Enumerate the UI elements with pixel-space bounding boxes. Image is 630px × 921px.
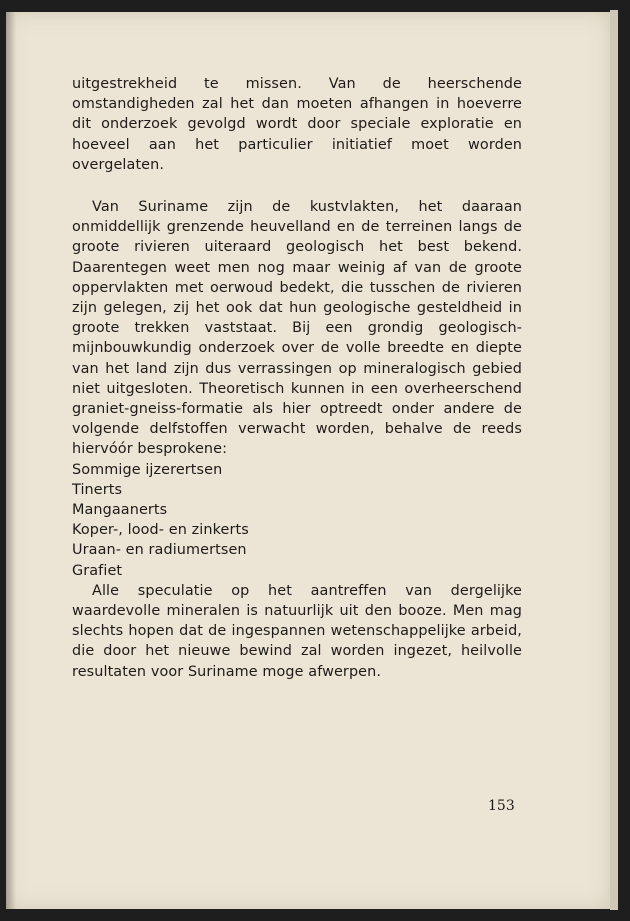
list-item: Koper-, lood- en zinkerts [72,522,249,539]
binding-shadow [6,12,16,909]
page-edge [610,10,618,910]
list-item: Mangaanerts [72,502,168,519]
list-item: Grafiet [72,562,123,579]
list-item: Tinerts [72,481,123,498]
paragraph-suriname-geology: Van Suriname zijn de kustvlakten, het daaraan onmiddellijk grenzende heuvelland en de terreinen langs de groote rivieren uiteraard geologisch het best bekend. Daarentegen weet men nog maar weinig af van de groote oppervlakten met oerwoud bedekt, die tusschen de rivieren zijn gelegen, zij het ook dat hun geologische gesteldheid in groote trekken vaststaat. Bij een grondig geologisch-mijnbouwkundig onderzoek over de volle breedte en diepte van het land zijn dus verrassingen op mineralogisch gebied niet uitgesloten. Theoretisch kunnen in een overheerschend graniet-gneiss-formatie als hier optreedt onder andere de volgende delfstoffen verwacht worden, behalve de reeds hiervóór besprokene: [72,199,522,458]
list-item: Uraan- en radiumertsen [72,542,247,559]
paragraph-continuation: uitgestrekheid te missen. Van de heerschende omstandigheden zal het dan moeten afhangen in hoeverre dit onderzoek gevolgd wordt door speciale exploratie en hoeveel aan het particulier initiatief moet worden overgelaten. [72,76,522,173]
page-number: 153 [488,798,515,814]
mineral-list [72,460,522,581]
paragraph-speculation: Alle speculatie op het aantreffen van dergelijke waardevolle mineralen is natuurlijk uit den booze. Men mag slechts hopen dat de ingespannen wetenschappelijke arbeid, die door het nieuwe bewind zal worden ingezet, heilvolle resultaten voor Suriname moge afwerpen. [72,582,522,680]
list-item: Sommige ijzerertsen [72,461,223,478]
body-text [72,74,522,682]
